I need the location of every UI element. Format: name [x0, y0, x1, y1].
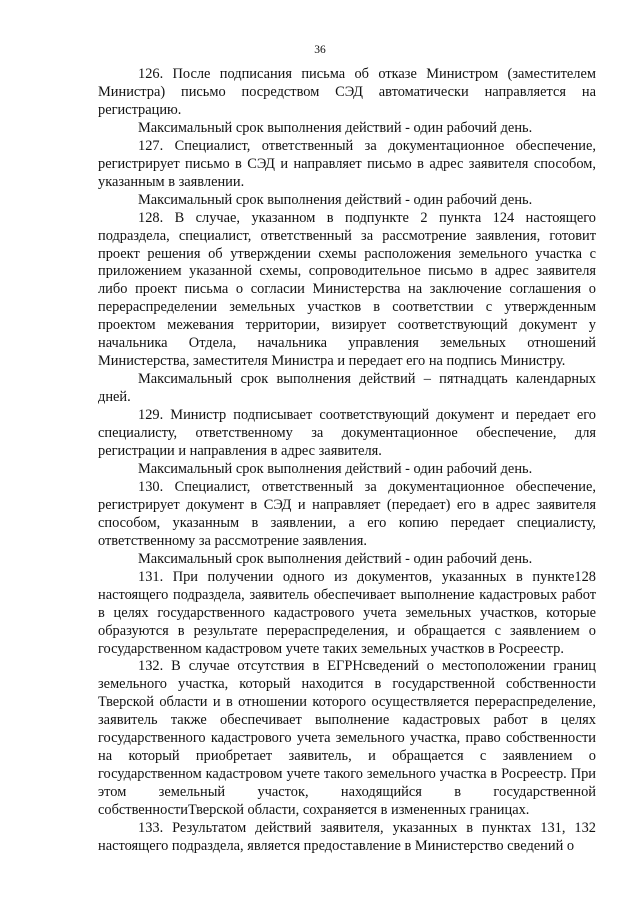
paragraph-128: 128. В случае, указанном в подпункте 2 пункта 124 настоящего подраздела, специалист, ответственный за рассмотрение заявления, готовит проект решения об утверждении схемы расположения земельного участка с приложением указанной схемы, сопроводительное письмо в адрес заявителя либо проект письма о согласии Министерства на заключение соглашения о перераспределении земельных участков в соответствии с утвержденным проектом межевания территории, визирует соответствующий документ у начальника Отдела, начальника управления земельных отношений Министерства, заместителя Министра и передает его на подпись Министру. [98, 209, 596, 370]
paragraph-129-deadline: Максимальный срок выполнения действий - один рабочий день. [138, 460, 533, 477]
paragraph-126-deadline: Максимальный срок выполнения действий - один рабочий день. [138, 119, 533, 136]
page-number: 36 [314, 44, 326, 56]
paragraph-133: 133. Результатом действий заявителя, указанных в пунктах 131, 132 настоящего подраздела, является предоставление в Министерство сведений о [98, 820, 596, 854]
document-body [98, 66, 596, 856]
paragraph-127-deadline: Максимальный срок выполнения действий - один рабочий день. [138, 191, 533, 208]
paragraph-126: 126. После подписания письма об отказе Министром (заместителем Министра) письмо посредством СЭД автоматически направляется на регистрацию. [98, 66, 596, 118]
paragraph-127: 127. Специалист, ответственный за документационное обеспечение, регистрирует письмо в СЭД и направляет письмо в адрес заявителя способом, указанным в заявлении. [98, 137, 596, 190]
paragraph-128-deadline: Максимальный срок выполнения действий – пятнадцать календарных дней. [98, 371, 596, 406]
paragraph-130-deadline: Максимальный срок выполнения действий - один рабочий день. [138, 550, 533, 567]
paragraph-130: 130. Специалист, ответственный за документационное обеспечение, регистрирует документ в СЭД и направляет (передает) его в адрес заявителя способом, указанным в заявлении, а его копию передает специалисту, ответственному за рассмотрение заявления. [98, 478, 596, 549]
paragraph-132: 132. В случае отсутствия в ЕГРНсведений о местоположении границ земельного участка, который находится в государственной собственности Тверской области и в отношении которого осуществляется перераспределение, заявитель также обеспечивает выполнение кадастровых работ в целях государственного кадастрового учета земельного участка, право собственности на который приобретает заявитель, и обращается с заявлением о государственном кадастровом учете такого земельного участка в Росреестр. При этом земельный участок, находящийся в государственной собственностиТверской области, сохраняется в измененных границах. [98, 658, 596, 819]
paragraph-129: 129. Министр подписывает соответствующий документ и передает его специалисту, ответственному за документационное обеспечение, для регистрации и направления в адрес заявителя. [98, 407, 596, 460]
paragraph-131: 131. При получении одного из документов, указанных в пункте128 настоящего подраздела, заявитель обеспечивает выполнение кадастровых работ в целях государственного кадастрового учета земельных участков, которые образуются в результате перераспределения, и обращается с заявлением о государственном кадастровом учете таких земельных участков в Росреестр. [98, 568, 596, 657]
